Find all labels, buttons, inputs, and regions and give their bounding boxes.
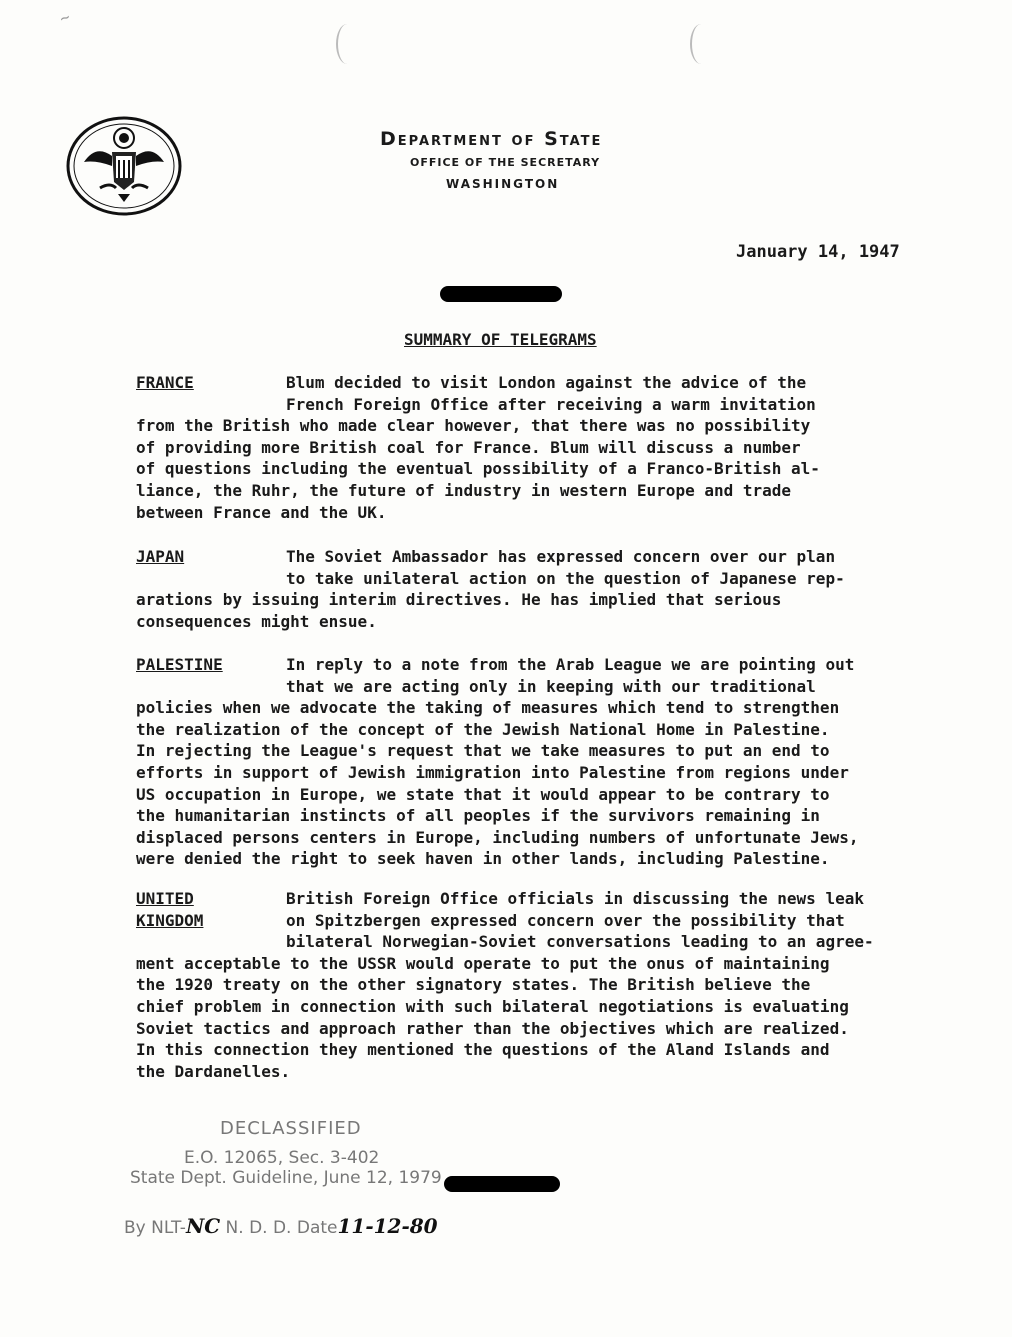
text-line: liance, the Ruhr, the future of industry in western Europe and trade xyxy=(136,480,792,500)
text-line: bilateral Norwegian-Soviet conversations leading to an agree- xyxy=(286,932,874,952)
text-line: on Spitzbergen expressed concern over the possibility that xyxy=(286,910,845,930)
corner-pencil-mark: ~ xyxy=(57,6,73,29)
section-label: UNITED KINGDOM xyxy=(136,889,204,930)
handwritten-initials: NC xyxy=(185,1214,221,1238)
city-name: WASHINGTON xyxy=(446,177,560,191)
text-line: Soviet tactics and approach rather than the objectives which are realized. xyxy=(136,1018,849,1038)
text-line: the 1920 treaty on the other signatory states. The British believe the xyxy=(136,975,811,995)
text-line: British Foreign Office officials in discussing the news leak xyxy=(286,889,864,908)
text-line: US occupation in Europe, we state that it would appear to be contrary to xyxy=(136,784,830,804)
section-body xyxy=(136,546,956,632)
text-line: Blum decided to visit London against the advice of the xyxy=(286,373,807,392)
stamp-line: E.O. 12065, Sec. 3-402 xyxy=(184,1148,380,1168)
text-line: were denied the right to seek haven in other lands, including Palestine. xyxy=(136,849,830,869)
text-line: arations by issuing interim directives. He has implied that serious xyxy=(136,590,782,610)
text-line: displaced persons centers in Europe, including numbers of unfortunate Jews, xyxy=(136,827,859,847)
office-name: OFFICE OF THE SECRETARY xyxy=(410,156,601,169)
section-united-kingdom xyxy=(136,888,956,1082)
text-line: the Dardanelles. xyxy=(136,1061,291,1081)
stamp-line: DECLASSIFIED xyxy=(220,1118,362,1139)
text-line: of questions including the eventual possibility of a Franco-British al- xyxy=(136,459,820,479)
section-body xyxy=(136,654,956,870)
handwritten-date: 11-12-80 xyxy=(337,1214,438,1238)
document-date: January 14, 1947 xyxy=(736,242,900,262)
text-line: chief problem in connection with such bilateral negotiations is evaluating xyxy=(136,996,849,1016)
section-palestine xyxy=(136,654,956,870)
stamp-prefix: By NLT- xyxy=(124,1218,186,1238)
text-line: efforts in support of Jewish immigration into Palestine from regions under xyxy=(136,762,849,782)
text-line: between France and the UK. xyxy=(136,502,387,522)
text-line: the humanitarian instincts of all peoples if the survivors remaining in xyxy=(136,806,820,826)
text-line: In reply to a note from the Arab League we are pointing out xyxy=(286,655,855,674)
text-line: policies when we advocate the taking of measures which tend to strengthen xyxy=(136,698,840,718)
text-line: The Soviet Ambassador has expressed concern over our plan xyxy=(286,547,836,566)
section-label: PALESTINE xyxy=(136,655,223,674)
text-line: In this connection they mentioned the questions of the Aland Islands and xyxy=(136,1040,830,1060)
department-name: Department of State xyxy=(380,128,603,150)
text-line: of providing more British coal for France. Blum will discuss a number xyxy=(136,437,801,457)
section-body xyxy=(136,372,956,523)
text-line: consequences might ensue. xyxy=(136,611,377,631)
text-line: the realization of the concept of the Jewish National Home in Palestine. xyxy=(136,719,830,739)
punch-hole-mark xyxy=(690,24,712,64)
section-body xyxy=(136,888,956,1082)
text-line: ment acceptable to the USSR would operate to put the onus of maintaining xyxy=(136,953,830,973)
summary-title: SUMMARY OF TELEGRAMS xyxy=(404,330,597,349)
letterhead xyxy=(380,128,602,191)
redacted-classification-mark xyxy=(444,1176,560,1192)
stamp-middle: N. D. D. Date xyxy=(220,1218,338,1238)
text-line: that we are acting only in keeping with our traditional xyxy=(286,676,816,696)
redacted-classification-mark xyxy=(440,286,562,302)
text-line: In rejecting the League's request that we take measures to put an end to xyxy=(136,741,830,761)
section-france xyxy=(136,372,956,523)
stamp-line: State Dept. Guideline, June 12, 1979 xyxy=(130,1168,442,1188)
stamp-line xyxy=(124,1214,438,1238)
section-label: FRANCE xyxy=(136,373,194,392)
great-seal-icon xyxy=(66,116,182,216)
section-japan xyxy=(136,546,956,632)
text-line: from the British who made clear however, that there was no possibility xyxy=(136,416,811,436)
punch-hole-mark xyxy=(336,24,358,64)
text-line: to take unilateral action on the question of Japanese rep- xyxy=(286,568,845,588)
section-label: JAPAN xyxy=(136,547,185,566)
text-line: French Foreign Office after receiving a warm invitation xyxy=(286,394,816,414)
